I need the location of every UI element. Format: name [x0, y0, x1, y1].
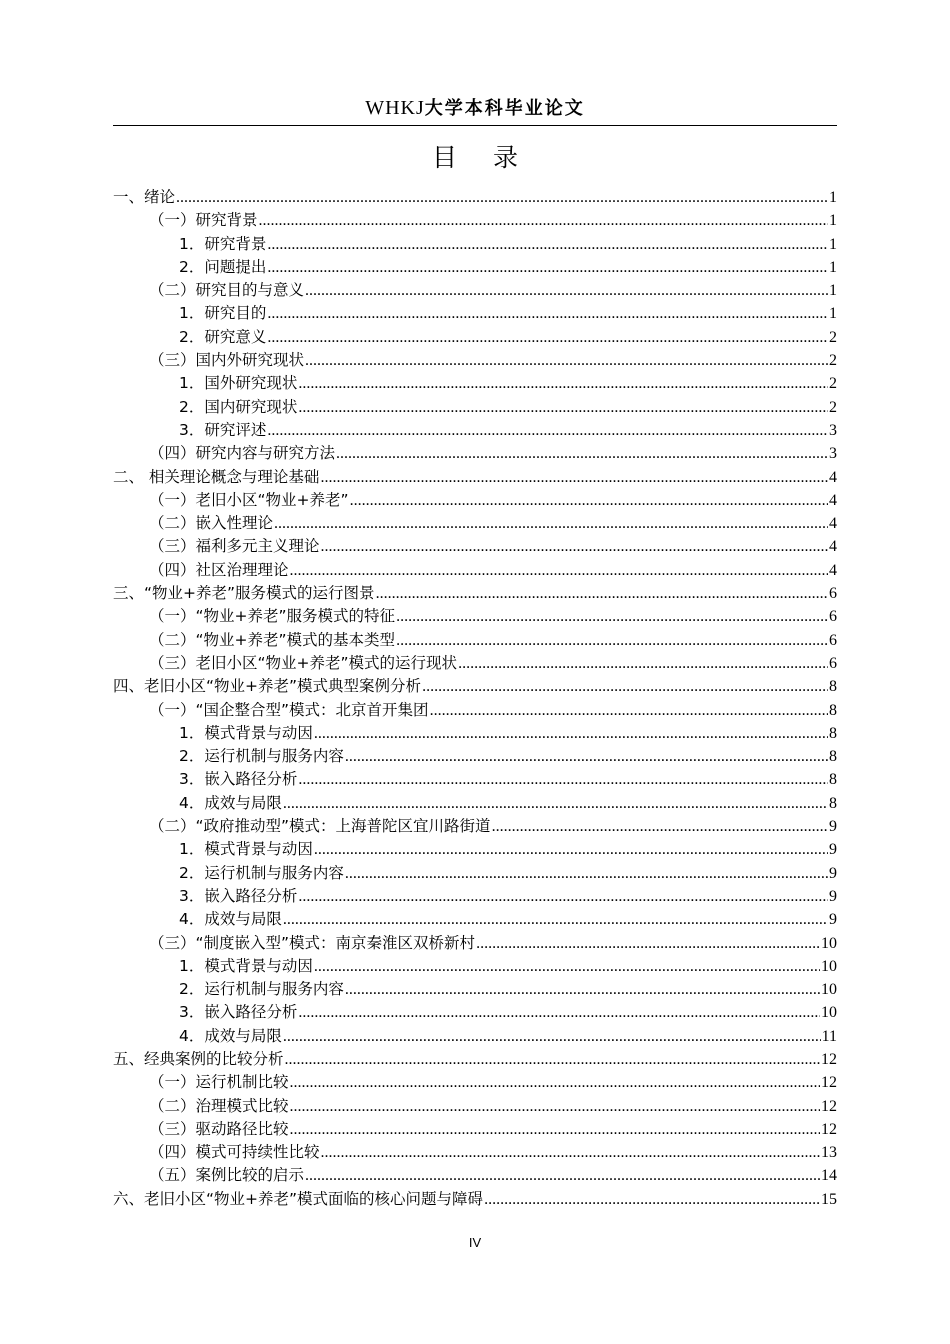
toc-title-char-2: 录: [493, 143, 519, 172]
toc-entry-label: 1．研究目的: [179, 304, 267, 323]
toc-entry-page: 1: [829, 305, 837, 323]
toc-entry[interactable]: [113, 745, 837, 768]
toc-dot-leader: [314, 722, 828, 745]
toc-entry-page: 1: [829, 258, 837, 276]
toc-entry-label: （四）研究内容与研究方法: [149, 444, 336, 463]
toc-entry[interactable]: [113, 605, 837, 628]
toc-entry-page: 4: [829, 468, 837, 486]
toc-entry-page: 8: [829, 794, 837, 812]
toc-dot-leader: [290, 1095, 820, 1118]
toc-entry[interactable]: [113, 908, 837, 931]
toc-entry[interactable]: [113, 302, 837, 325]
toc-entry-label: （二）嵌入性理论: [149, 514, 274, 533]
toc-entry-label: 六、老旧小区“物业+养老”模式面临的核心问题与障碍: [113, 1189, 484, 1208]
toc-entry-page: 4: [829, 491, 837, 509]
toc-entry-page: 8: [829, 748, 837, 766]
toc-entry-page: 15: [821, 1190, 837, 1208]
toc-dot-leader: [396, 605, 828, 628]
toc-entry-page: 8: [829, 678, 837, 696]
toc-entry-label: （二）治理模式比较: [149, 1096, 289, 1115]
toc-entry-label: （四）社区治理理论: [149, 560, 289, 579]
toc-entry-label: 一、绪论: [113, 188, 176, 206]
toc-entry[interactable]: [113, 1164, 837, 1187]
toc-entry[interactable]: [113, 396, 837, 419]
toc-entry-label: 4．成效与局限: [179, 910, 282, 929]
toc-title: [0, 138, 950, 174]
toc-entry-label: （三）老旧小区“物业+养老”模式的运行现状: [149, 653, 458, 672]
toc-dot-leader: [305, 1164, 820, 1187]
toc-entry[interactable]: [113, 233, 837, 256]
toc-entry-page: 8: [829, 701, 837, 719]
toc-entry-page: 12: [821, 1097, 837, 1115]
toc-dot-leader: [345, 862, 828, 885]
toc-entry-page: 10: [821, 1004, 837, 1022]
toc-entry-page: 9: [829, 887, 837, 905]
header-school-code: WHKJ: [365, 97, 425, 119]
toc-entry[interactable]: [113, 838, 837, 861]
header-thesis-label: 大学本科毕业论文: [424, 98, 585, 119]
toc-entry-label: （一）“国企整合型”模式：北京首开集团: [149, 700, 429, 719]
toc-entry-label: 五、经典案例的比较分析: [113, 1049, 284, 1068]
toc-dot-leader: [476, 932, 820, 955]
toc-dot-leader: [422, 675, 828, 698]
toc-entry-page: 13: [821, 1144, 837, 1162]
toc-entry-page: 8: [829, 724, 837, 742]
toc-entry[interactable]: [113, 1141, 837, 1164]
toc-entry[interactable]: [113, 209, 837, 232]
toc-dot-leader: [274, 512, 828, 535]
toc-entry[interactable]: [113, 792, 837, 815]
toc-entry-page: 4: [829, 561, 837, 579]
toc-entry-page: 2: [829, 375, 837, 393]
toc-dot-leader: [298, 768, 828, 791]
toc-entry-page: 14: [821, 1167, 837, 1185]
toc-entry[interactable]: [113, 699, 837, 722]
toc-entry[interactable]: [113, 815, 837, 838]
toc-entry[interactable]: [113, 512, 837, 535]
toc-entry-label: （三）福利多元主义理论: [149, 537, 320, 556]
toc-dot-leader: [283, 1025, 821, 1048]
toc-entry-label: 2．国内研究现状: [179, 397, 298, 416]
toc-entry-label: （一）研究背景: [149, 211, 258, 230]
toc-entry-label: （三）“制度嵌入型”模式：南京秦淮区双桥新村: [149, 933, 476, 952]
toc-entry[interactable]: [113, 582, 837, 605]
toc-entry[interactable]: [113, 1095, 837, 1118]
toc-dot-leader: [267, 302, 828, 325]
toc-entry-label: （三）驱动路径比较: [149, 1119, 289, 1138]
toc-entry[interactable]: [113, 442, 837, 465]
toc-entry-label: 1．研究背景: [179, 234, 267, 253]
toc-entry[interactable]: [113, 559, 837, 582]
toc-entry-label: 4．成效与局限: [179, 1026, 282, 1045]
table-of-contents: [113, 186, 837, 1211]
toc-entry-page: 9: [829, 818, 837, 836]
toc-entry-page: 6: [829, 585, 837, 603]
toc-entry[interactable]: [113, 1001, 837, 1024]
toc-entry-page: 8: [829, 771, 837, 789]
toc-entry-label: （五）案例比较的启示: [149, 1166, 305, 1185]
toc-entry-page: 6: [829, 608, 837, 626]
toc-dot-leader: [285, 1048, 820, 1071]
toc-dot-leader: [350, 489, 828, 512]
toc-dot-leader: [321, 535, 828, 558]
toc-entry-page: 9: [829, 841, 837, 859]
toc-dot-leader: [314, 955, 820, 978]
running-header-text: [365, 94, 585, 120]
toc-entry[interactable]: [113, 955, 837, 978]
toc-entry[interactable]: [113, 932, 837, 955]
toc-entry[interactable]: [113, 768, 837, 791]
toc-entry[interactable]: [113, 652, 837, 675]
toc-entry-page: 11: [821, 1027, 837, 1045]
toc-dot-leader: [321, 1141, 820, 1164]
toc-entry[interactable]: [113, 256, 837, 279]
toc-entry-label: （三）国内外研究现状: [149, 351, 305, 370]
toc-entry[interactable]: [113, 722, 837, 745]
toc-dot-leader: [458, 652, 828, 675]
toc-entry-label: 4．成效与局限: [179, 793, 282, 812]
toc-entry-label: 2．运行机制与服务内容: [179, 863, 344, 882]
toc-entry-label: （一）老旧小区“物业+养老”: [149, 490, 349, 509]
toc-entry-label: 3．嵌入路径分析: [179, 886, 298, 905]
toc-entry-label: （四）模式可持续性比较: [149, 1143, 320, 1162]
toc-entry[interactable]: [113, 885, 837, 908]
toc-entry-label: 1．模式背景与动因: [179, 956, 313, 975]
toc-entry-label: 2．运行机制与服务内容: [179, 747, 344, 766]
toc-entry-label: 2．研究意义: [179, 327, 267, 346]
page-number: IV: [468, 1235, 482, 1250]
toc-dot-leader: [267, 233, 828, 256]
toc-entry-page: 1: [829, 212, 837, 230]
toc-entry[interactable]: [113, 535, 837, 558]
toc-dot-leader: [484, 1188, 820, 1211]
toc-entry-label: 1．国外研究现状: [179, 374, 298, 393]
toc-dot-leader: [345, 978, 820, 1001]
toc-entry-page: 3: [829, 445, 837, 463]
toc-dot-leader: [176, 186, 828, 209]
toc-entry-label: 三、“物业+养老”服务模式的运行图景: [113, 584, 375, 603]
toc-entry-page: 12: [821, 1120, 837, 1138]
toc-entry[interactable]: [113, 978, 837, 1001]
toc-entry-page: 10: [821, 934, 837, 952]
toc-entry[interactable]: [113, 489, 837, 512]
toc-dot-leader: [267, 419, 828, 442]
toc-entry-page: 3: [829, 421, 837, 439]
toc-dot-leader: [290, 1071, 820, 1094]
toc-entry[interactable]: [113, 1118, 837, 1141]
toc-entry[interactable]: [113, 675, 837, 698]
toc-entry[interactable]: [113, 1048, 837, 1071]
toc-dot-leader: [267, 326, 828, 349]
toc-entry-page: 9: [829, 911, 837, 929]
toc-entry-label: 3．嵌入路径分析: [179, 770, 298, 789]
toc-dot-leader: [345, 745, 828, 768]
toc-entry-label: （二）研究目的与意义: [149, 281, 305, 300]
toc-entry[interactable]: [113, 186, 837, 209]
toc-entry-label: 1．模式背景与动因: [179, 840, 313, 859]
toc-entry-page: 10: [821, 981, 837, 999]
toc-dot-leader: [259, 209, 828, 232]
toc-entry-page: 1: [829, 189, 837, 206]
toc-entry[interactable]: [113, 862, 837, 885]
toc-entry[interactable]: [113, 1025, 837, 1048]
toc-entry[interactable]: [113, 629, 837, 652]
toc-entry-label: （一）“物业+养老”服务模式的特征: [149, 607, 396, 626]
toc-entry-label: 3．嵌入路径分析: [179, 1003, 298, 1022]
toc-entry[interactable]: [113, 326, 837, 349]
toc-entry-page: 4: [829, 538, 837, 556]
toc-entry-label: （二）“物业+养老”模式的基本类型: [149, 630, 396, 649]
toc-entry-page: 9: [829, 864, 837, 882]
toc-dot-leader: [314, 838, 828, 861]
toc-dot-leader: [305, 279, 828, 302]
toc-entry-label: 二、 相关理论概念与理论基础: [113, 467, 320, 486]
toc-entry[interactable]: [113, 1071, 837, 1094]
toc-entry-label: 2．问题提出: [179, 257, 267, 276]
toc-dot-leader: [283, 792, 828, 815]
toc-entry-page: 6: [829, 654, 837, 672]
toc-entry-page: 1: [829, 235, 837, 253]
toc-dot-leader: [298, 1001, 820, 1024]
toc-dot-leader: [298, 396, 828, 419]
toc-entry-label: 四、老旧小区“物业+养老”模式典型案例分析: [113, 677, 422, 696]
toc-entry-label: 2．运行机制与服务内容: [179, 980, 344, 999]
toc-entry-page: 12: [821, 1074, 837, 1092]
toc-entry[interactable]: [113, 279, 837, 302]
toc-entry-page: 6: [829, 631, 837, 649]
toc-entry[interactable]: [113, 372, 837, 395]
toc-dot-leader: [298, 372, 828, 395]
toc-dot-leader: [283, 908, 828, 931]
toc-dot-leader: [290, 559, 828, 582]
toc-entry[interactable]: [113, 466, 837, 489]
toc-entry-label: 3．研究评述: [179, 420, 267, 439]
toc-entry-label: （一）运行机制比较: [149, 1073, 289, 1092]
toc-entry[interactable]: [113, 349, 837, 372]
toc-dot-leader: [430, 699, 828, 722]
toc-dot-leader: [396, 629, 828, 652]
toc-entry[interactable]: [113, 419, 837, 442]
toc-entry[interactable]: [113, 1188, 837, 1211]
toc-entry-page: 2: [829, 352, 837, 370]
toc-dot-leader: [305, 349, 828, 372]
toc-dot-leader: [290, 1118, 820, 1141]
toc-entry-page: 2: [829, 398, 837, 416]
toc-dot-leader: [267, 256, 828, 279]
toc-entry-label: 1．模式背景与动因: [179, 723, 313, 742]
toc-entry-page: 2: [829, 328, 837, 346]
toc-entry-page: 10: [821, 957, 837, 975]
running-header: [113, 92, 837, 126]
toc-dot-leader: [376, 582, 828, 605]
toc-dot-leader: [336, 442, 828, 465]
toc-entry-page: 1: [829, 282, 837, 300]
toc-entry-page: 4: [829, 515, 837, 533]
toc-dot-leader: [492, 815, 828, 838]
toc-entry-page: 12: [821, 1050, 837, 1068]
toc-entry-label: （二）“政府推动型”模式：上海普陀区宜川路街道: [149, 817, 491, 836]
toc-dot-leader: [320, 466, 828, 489]
toc-dot-leader: [298, 885, 828, 908]
toc-title-char-1: 目: [431, 143, 457, 172]
